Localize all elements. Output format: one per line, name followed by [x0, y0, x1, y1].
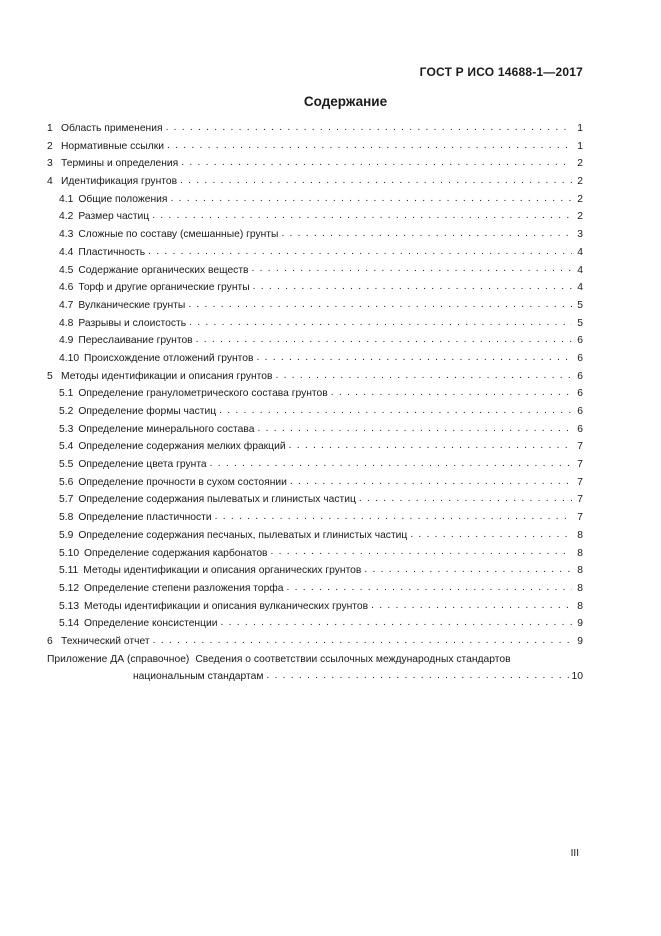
toc-entry-page: 4 — [577, 264, 583, 276]
toc-entry[interactable] — [47, 527, 583, 545]
dot-leader — [271, 547, 572, 559]
toc-entry-number: 5.4 — [59, 441, 74, 453]
toc-entry-label: Определение степени разложения торфа — [84, 582, 284, 594]
toc-entry-page: 8 — [577, 547, 583, 559]
toc-entry-label: Сложные по составу (смешанные) грунты — [78, 229, 279, 241]
toc-entry[interactable] — [47, 279, 583, 297]
toc-entry-number: 2 — [47, 140, 53, 152]
toc-entry-page: 7 — [577, 512, 583, 524]
dot-leader — [281, 229, 572, 241]
toc-entry[interactable] — [47, 350, 583, 368]
toc-entry[interactable] — [47, 633, 583, 651]
toc-entry-number: 3 — [47, 158, 53, 170]
toc-entry[interactable] — [47, 120, 583, 138]
dot-leader — [219, 406, 572, 418]
toc-entry[interactable] — [47, 438, 583, 456]
toc-entry-page: 5 — [577, 299, 583, 311]
toc-entry-number: 5.6 — [59, 476, 74, 488]
dot-leader — [364, 565, 572, 577]
toc-entry-number: 5.14 — [59, 618, 80, 630]
toc-entry-page: 5 — [577, 317, 583, 329]
dot-leader — [287, 583, 572, 595]
dot-leader — [189, 317, 572, 329]
toc-entry-label: Термины и определения — [61, 158, 179, 170]
dot-leader — [171, 193, 573, 205]
dot-leader — [371, 600, 572, 612]
toc-entry[interactable] — [47, 155, 583, 173]
toc-entry-page: 1 — [577, 140, 583, 152]
toc-entry-label: Определение содержания пылеватых и глинистых частиц — [78, 494, 356, 506]
toc-entry[interactable] — [47, 562, 583, 580]
toc-entry-page: 6 — [577, 335, 583, 347]
toc-entry-number: 4.9 — [59, 335, 74, 347]
toc-entry-label: Область применения — [61, 123, 163, 134]
toc-entry-label: Вулканические грунты — [78, 299, 186, 311]
toc-entry-label: Определение содержания песчаных, пылеватых и глинистых частиц — [78, 529, 408, 541]
toc-entry-number: 4.6 — [59, 282, 74, 294]
toc-entry[interactable] — [47, 138, 583, 156]
toc-entry-number: 5.13 — [59, 600, 80, 612]
toc-entry[interactable] — [47, 474, 583, 492]
toc-entry-page: 6 — [577, 370, 583, 382]
toc-entry-number: 5.1 — [59, 388, 74, 400]
dot-leader — [166, 123, 572, 135]
toc-entry-number: 5.11 — [59, 565, 79, 577]
toc-appendix[interactable] — [47, 651, 583, 669]
toc-entry[interactable] — [47, 545, 583, 563]
toc-entry-page: 4 — [577, 246, 583, 258]
toc-entry-page: 8 — [577, 582, 583, 594]
toc-entry-label: Определение прочности в сухом состоянии — [78, 476, 287, 488]
toc-entry-number: 5.12 — [59, 582, 80, 594]
toc-entry[interactable] — [47, 580, 583, 598]
toc-entry-page: 7 — [577, 476, 583, 488]
toc-entry-page: 6 — [577, 352, 583, 364]
dot-leader — [180, 176, 572, 188]
toc-entry-page: 8 — [577, 565, 583, 577]
toc-entry-label: Пластичность — [78, 246, 146, 258]
toc-entry-number: 4.8 — [59, 317, 74, 329]
appendix-title-line1: Сведения о соответствии ссылочных международных стандартов — [195, 653, 511, 665]
toc-entry-number: 5.7 — [59, 494, 74, 506]
document-code: ГОСТ Р ИСО 14688-1—2017 — [419, 65, 583, 79]
toc-entry-label: Методы идентификации и описания грунтов — [61, 370, 273, 382]
toc-entry-page: 9 — [577, 618, 583, 630]
toc-entry-number: 4.1 — [59, 193, 74, 205]
dot-leader — [210, 459, 572, 471]
toc-entry-label: Определение цвета грунта — [78, 459, 207, 471]
toc-entry-number: 4.10 — [59, 352, 80, 364]
dot-leader — [152, 211, 572, 223]
toc-entry-page: 6 — [577, 388, 583, 400]
dot-leader — [196, 335, 572, 347]
toc-entry-number: 5.10 — [59, 547, 80, 559]
toc-entry-page: 2 — [577, 176, 583, 188]
toc-entry[interactable] — [47, 385, 583, 403]
dot-leader — [253, 282, 572, 294]
toc-entry-page: 9 — [577, 635, 583, 647]
toc-entry-number: 5 — [47, 370, 53, 382]
toc-entry[interactable] — [47, 491, 583, 509]
toc-entry-label: Размер частиц — [78, 211, 150, 223]
toc-entry-label: Определение гранулометрического состава грунтов — [78, 388, 328, 400]
dot-leader — [290, 476, 572, 488]
toc-entry[interactable] — [47, 173, 583, 191]
toc-entry-page: 6 — [577, 423, 583, 435]
toc-entry[interactable] — [47, 244, 583, 262]
toc-entry[interactable] — [47, 262, 583, 280]
toc-entry[interactable] — [47, 368, 583, 386]
dot-leader — [252, 264, 572, 276]
toc-entry[interactable] — [47, 332, 583, 350]
toc-entry-page: 8 — [577, 529, 583, 541]
toc-title: Содержание — [303, 94, 388, 109]
toc-entry-label: Методы идентификации и описания вулканических грунтов — [84, 600, 369, 612]
dot-leader — [221, 618, 572, 630]
toc-entry-page: 6 — [577, 406, 583, 417]
appendix-title-line2: национальным стандартам — [133, 671, 264, 683]
toc-entry[interactable] — [47, 456, 583, 474]
toc-entry-number: 4.7 — [59, 299, 74, 311]
toc-entry[interactable] — [47, 191, 583, 209]
dot-leader — [266, 671, 568, 683]
page-number: III — [570, 848, 579, 859]
toc-entry[interactable] — [47, 226, 583, 244]
toc-entry-label: Идентификация грунтов — [61, 176, 178, 188]
toc-entry-number: 4.2 — [59, 211, 74, 223]
toc-entry[interactable] — [47, 615, 583, 633]
appendix-label: Приложение ДА (справочное) — [47, 653, 190, 665]
toc-entry-page: 4 — [577, 282, 583, 294]
toc-entry-number: 5.9 — [59, 529, 74, 541]
toc-entry-label: Определение содержания карбонатов — [84, 547, 268, 559]
toc-entry[interactable] — [47, 208, 583, 226]
dot-leader — [410, 530, 572, 542]
toc-entry[interactable] — [47, 421, 583, 439]
toc-entry[interactable] — [47, 297, 583, 315]
toc-entry-number: 5.2 — [59, 406, 74, 417]
toc-entry-page: 7 — [577, 494, 583, 506]
toc-entry-number: 4.3 — [59, 229, 74, 241]
toc-entry-page: 2 — [577, 211, 583, 223]
toc-entry-number: 6 — [47, 635, 53, 647]
toc-entry-label: Нормативные ссылки — [61, 140, 165, 152]
dot-leader — [359, 494, 572, 506]
dot-leader — [257, 423, 572, 435]
toc-entry-number: 4 — [47, 176, 53, 188]
dot-leader — [215, 512, 572, 524]
toc-entry-label: Определение формы частиц — [78, 406, 217, 417]
toc-entry-page: 3 — [577, 229, 583, 241]
toc-entry[interactable] — [47, 403, 583, 421]
toc-entry-label: Торф и другие органические грунты — [78, 282, 250, 294]
toc-entry[interactable] — [47, 509, 583, 527]
dot-leader — [331, 388, 572, 400]
toc-entry-page: 7 — [577, 459, 583, 471]
toc-entry-number: 4.4 — [59, 246, 74, 258]
dot-leader — [289, 441, 572, 453]
dot-leader — [167, 140, 572, 152]
toc-entry-label: Определение консистенции — [84, 618, 218, 630]
toc-entry[interactable] — [47, 315, 583, 333]
toc-entry-page: 1 — [577, 123, 583, 134]
toc-entry-label: Определение пластичности — [78, 512, 212, 524]
toc-entry-label: Технический отчет — [61, 635, 150, 647]
toc-entry-label: Определение содержания мелких фракций — [78, 441, 286, 453]
dot-leader — [153, 636, 572, 648]
toc-entry-label: Происхождение отложений грунтов — [84, 352, 254, 364]
toc-entry-page: 2 — [577, 193, 583, 205]
toc-entry-page: 7 — [577, 441, 583, 453]
toc-entry-number: 5.3 — [59, 423, 74, 435]
toc-entry-label: Определение минерального состава — [78, 423, 255, 435]
toc-entry-label: Общие положения — [78, 193, 168, 205]
toc-entry-number: 5.8 — [59, 512, 74, 524]
toc-entry-label: Разрывы и слоистость — [78, 317, 187, 329]
dot-leader — [188, 300, 572, 312]
toc-entry-label: Содержание органических веществ — [78, 264, 249, 276]
toc-entry-number: 1 — [47, 123, 53, 134]
dot-leader — [181, 158, 572, 170]
toc-entry-page: 8 — [577, 600, 583, 612]
toc-entry-page: 2 — [577, 158, 583, 170]
toc-entry-number: 4.5 — [59, 264, 74, 276]
toc-entry-number: 5.5 — [59, 459, 74, 471]
dot-leader — [275, 370, 572, 382]
dot-leader — [148, 247, 572, 259]
appendix-page: 10 — [571, 671, 583, 683]
toc-entry-label: Переслаивание грунтов — [78, 335, 193, 347]
table-of-contents — [47, 120, 583, 686]
toc-entry-label: Методы идентификации и описания органических грунтов — [83, 565, 362, 577]
toc-appendix-cont[interactable] — [47, 668, 583, 686]
dot-leader — [256, 353, 572, 365]
toc-entry[interactable] — [47, 598, 583, 616]
